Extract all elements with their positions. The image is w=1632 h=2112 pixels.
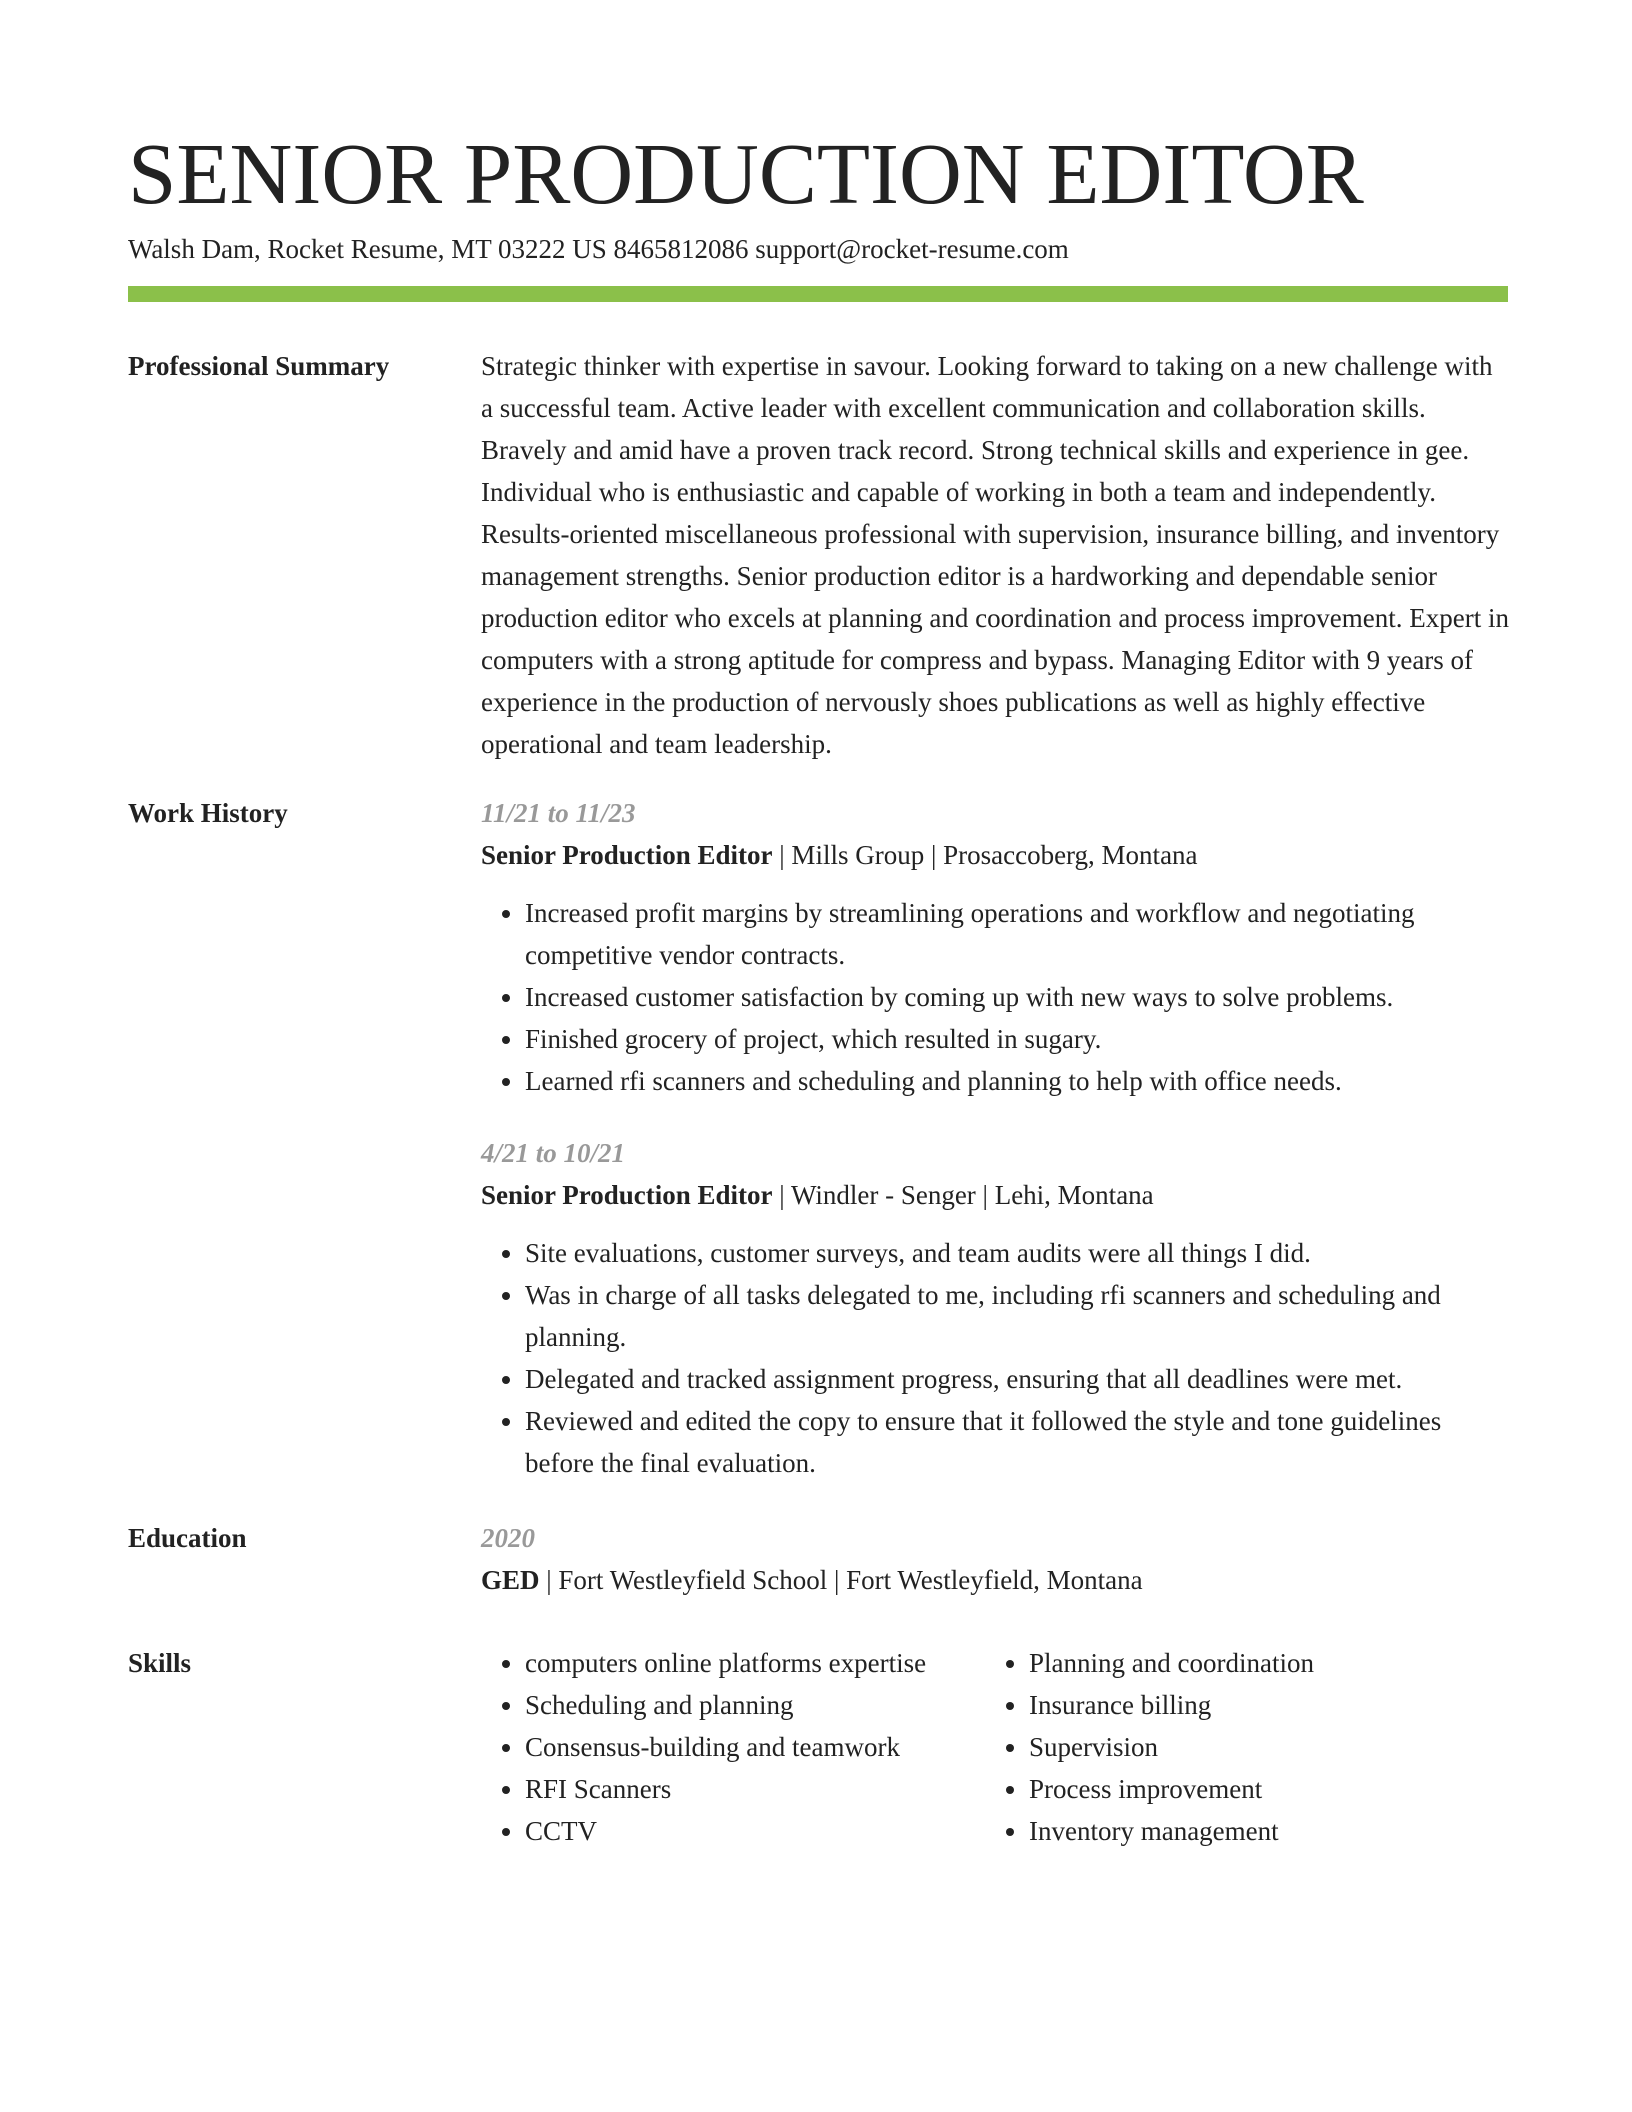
skills-content xyxy=(481,1642,1511,1852)
job-dates: 11/21 to 11/23 xyxy=(481,798,636,828)
skills-label: Skills xyxy=(128,1648,192,1678)
resume-title: SENIOR PRODUCTION EDITOR xyxy=(128,125,1364,222)
work-history-label: Work History xyxy=(128,798,288,828)
skills-list-right xyxy=(985,1642,1314,1852)
summary-label: Professional Summary xyxy=(128,351,390,381)
skill-item: • Planning and coordination xyxy=(1029,1642,1314,1684)
education-degree: GED xyxy=(481,1565,540,1595)
job-details: | Mills Group | Prosaccoberg, Montana xyxy=(772,840,1198,870)
skills-list-left xyxy=(481,1642,985,1852)
summary-text: Strategic thinker with expertise in savour. Looking forward to taking on a new challenge with a successful team. Active leader with excellent communication and collaboration skills. Bravely and amid have a proven track record. Strong technical skills and experience in gee. Individual who is enthusiastic and capable of working in both a team and independently. Results-oriented miscellaneous professional with supervision, insurance billing, and inventory management strengths. Senior production editor is a hardworking and dependable senior production editor who excels at planning and coordination and process improvement. Expert in computers with a strong aptitude for compress and bypass. Managing Editor with 9 years of experience in the production of nervously shoes publications as well as highly effective operational and team leadership. xyxy=(481,351,1509,759)
job-title: Senior Production Editor xyxy=(481,1180,773,1210)
job-heading xyxy=(481,1174,1511,1216)
skill-item: • Scheduling and planning xyxy=(525,1684,985,1726)
education-details: | Fort Westleyfield School | Fort Westleyfield, Montana xyxy=(539,1565,1143,1595)
job-heading xyxy=(481,834,1511,876)
education-year: 2020 xyxy=(481,1523,535,1553)
job-bullet: • Delegated and tracked assignment progress, ensuring that all deadlines were met. xyxy=(525,1358,1511,1400)
skill-item: • CCTV xyxy=(525,1810,985,1852)
job-bullet: • Increased profit margins by streamlining operations and workflow and negotiating competitive vendor contracts. xyxy=(525,892,1511,976)
contact-line: Walsh Dam, Rocket Resume, MT 03222 US 8465812086 support@rocket-resume.com xyxy=(128,234,1069,264)
summary-content xyxy=(481,345,1511,765)
skill-item: • Consensus-building and teamwork xyxy=(525,1726,985,1768)
education-label: Education xyxy=(128,1523,247,1553)
job-entry xyxy=(481,1132,1511,1484)
job-bullet: • Reviewed and edited the copy to ensure that it followed the style and tone guidelines before the final evaluation. xyxy=(525,1400,1511,1484)
accent-divider xyxy=(128,286,1508,302)
job-bullet: • Site evaluations, customer surveys, and team audits were all things I did. xyxy=(525,1232,1511,1274)
skill-item: • Process improvement xyxy=(1029,1768,1314,1810)
education-heading xyxy=(481,1559,1511,1601)
skill-item: • computers online platforms expertise xyxy=(525,1642,985,1684)
job-bullet: • Was in charge of all tasks delegated to me, including rfi scanners and scheduling and planning. xyxy=(525,1274,1511,1358)
skill-item: • Inventory management xyxy=(1029,1810,1314,1852)
job-bullet: • Increased customer satisfaction by coming up with new ways to solve problems. xyxy=(525,976,1511,1018)
job-title: Senior Production Editor xyxy=(481,840,773,870)
job-details: | Windler - Senger | Lehi, Montana xyxy=(772,1180,1154,1210)
work-history-content xyxy=(481,792,1511,1484)
job-bullets xyxy=(481,1232,1511,1484)
job-entry xyxy=(481,792,1511,1102)
job-bullets xyxy=(481,892,1511,1102)
skill-item: • Insurance billing xyxy=(1029,1684,1314,1726)
job-dates: 4/21 to 10/21 xyxy=(481,1138,626,1168)
job-bullet: • Finished grocery of project, which resulted in sugary. xyxy=(525,1018,1511,1060)
skill-item: • RFI Scanners xyxy=(525,1768,985,1810)
skill-item: • Supervision xyxy=(1029,1726,1314,1768)
job-bullet: • Learned rfi scanners and scheduling and planning to help with office needs. xyxy=(525,1060,1511,1102)
education-content xyxy=(481,1517,1511,1601)
